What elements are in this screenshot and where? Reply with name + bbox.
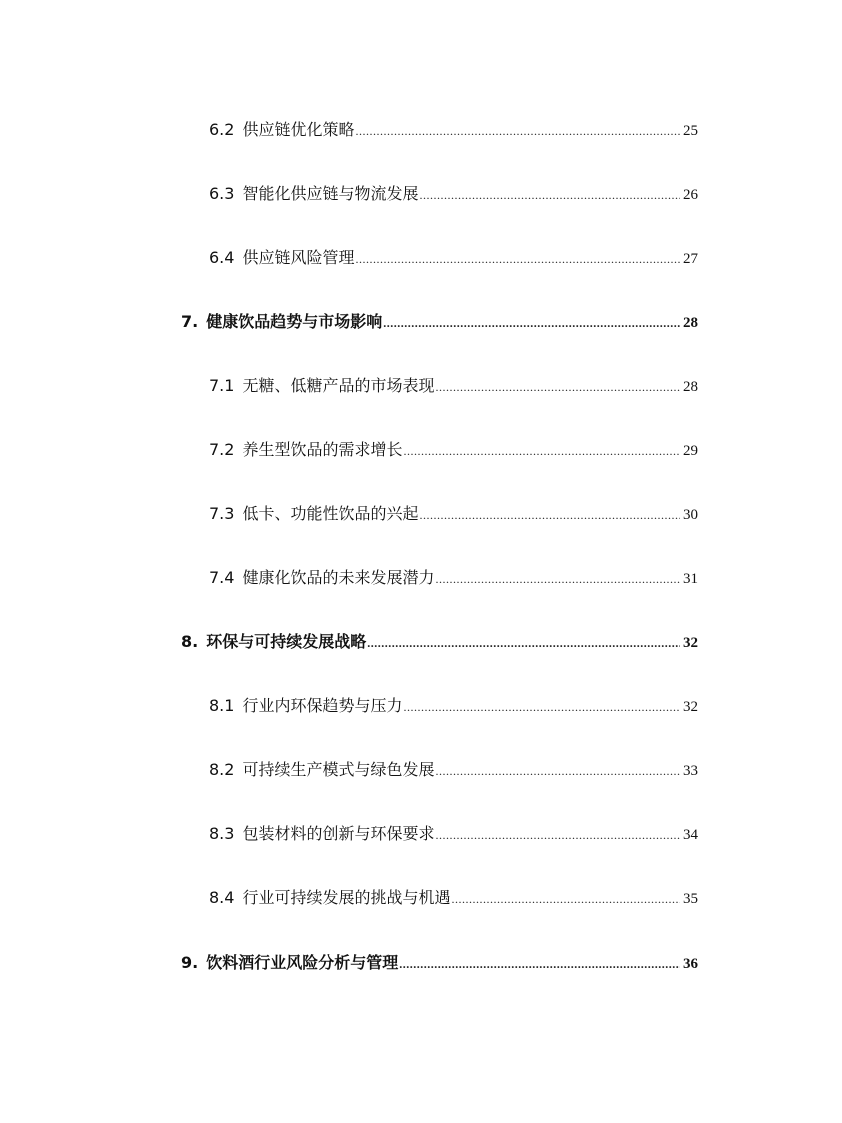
toc-entry-6-2[interactable]: [209, 118, 698, 142]
toc-entry-number: 6.2: [209, 120, 235, 139]
toc-entry-7-2[interactable]: [209, 438, 698, 462]
toc-entry-title: 健康饮品趋势与市场影响: [206, 312, 383, 331]
toc-entry-title: 供应链优化策略: [242, 120, 355, 139]
toc-dot-leader: [435, 759, 680, 783]
toc-entry-page: 36: [683, 956, 698, 972]
toc-entry-8-1[interactable]: [209, 694, 698, 718]
toc-entry-page: 29: [683, 443, 698, 459]
toc-entry-title: 低卡、功能性饮品的兴起: [242, 504, 419, 523]
toc-dot-leader: [399, 952, 680, 976]
toc-entry-7-4[interactable]: [209, 566, 698, 590]
toc-entry-number: 8.4: [209, 888, 235, 907]
toc-dot-leader: [403, 695, 680, 719]
toc-entry-number: 7.: [181, 312, 199, 331]
toc-entry-number: 6.3: [209, 184, 235, 203]
toc-dot-leader: [355, 119, 680, 143]
toc-dot-leader: [435, 567, 680, 591]
toc-entry-number: 8.: [181, 632, 199, 651]
toc-entry-title: 环保与可持续发展战略: [206, 632, 367, 651]
toc-dot-leader: [383, 311, 680, 335]
toc-entry-number: 8.2: [209, 760, 235, 779]
toc-entry-number: 7.2: [209, 440, 235, 459]
toc-entry-page: 33: [683, 763, 698, 779]
toc-entry-7-3[interactable]: [209, 502, 698, 526]
toc-dot-leader: [367, 631, 680, 655]
toc-entry-8[interactable]: [181, 630, 698, 654]
toc-entry-page: 28: [683, 379, 698, 395]
toc-entry-page: 26: [683, 187, 698, 203]
toc-entry-title: 无糖、低糖产品的市场表现: [242, 376, 435, 395]
toc-entry-title: 养生型饮品的需求增长: [242, 440, 403, 459]
toc-entry-page: 28: [683, 315, 698, 331]
toc-entry-page: 27: [683, 251, 698, 267]
toc-entry-9[interactable]: [181, 951, 698, 975]
toc-entry-number: 7.4: [209, 568, 235, 587]
toc-entry-8-2[interactable]: [209, 758, 698, 782]
toc-dot-leader: [435, 823, 680, 847]
toc-entry-7-1[interactable]: [209, 374, 698, 398]
toc-entry-title: 智能化供应链与物流发展: [242, 184, 419, 203]
toc-entry-number: 8.1: [209, 696, 235, 715]
toc-entry-title: 行业内环保趋势与压力: [242, 696, 403, 715]
toc-entry-number: 7.1: [209, 376, 235, 395]
toc-entry-title: 行业可持续发展的挑战与机遇: [242, 888, 451, 907]
toc-entry-8-3[interactable]: [209, 822, 698, 846]
toc-entry-number: 9.: [181, 953, 199, 972]
toc-entry-page: 25: [683, 123, 698, 139]
toc-entry-page: 35: [683, 891, 698, 907]
toc-dot-leader: [435, 375, 680, 399]
toc-entry-8-4[interactable]: [209, 886, 698, 910]
toc-entry-7[interactable]: [181, 310, 698, 334]
toc-entry-title: 供应链风险管理: [242, 248, 355, 267]
toc-entry-6-3[interactable]: [209, 182, 698, 206]
toc-dot-leader: [419, 503, 680, 527]
toc-entry-title: 饮料酒行业风险分析与管理: [206, 953, 399, 972]
toc-entry-title: 健康化饮品的未来发展潜力: [242, 568, 435, 587]
toc-entry-title: 包装材料的创新与环保要求: [242, 824, 435, 843]
toc-entry-page: 31: [683, 571, 698, 587]
toc-entry-number: 6.4: [209, 248, 235, 267]
toc-entry-page: 34: [683, 827, 698, 843]
toc-entry-number: 8.3: [209, 824, 235, 843]
toc-dot-leader: [419, 183, 680, 207]
toc-entry-title: 可持续生产模式与绿色发展: [242, 760, 435, 779]
toc-entry-page: 32: [683, 635, 698, 651]
toc-dot-leader: [403, 439, 680, 463]
toc-entry-number: 7.3: [209, 504, 235, 523]
toc-entry-page: 32: [683, 699, 698, 715]
toc-entry-6-4[interactable]: [209, 246, 698, 270]
toc-dot-leader: [451, 887, 680, 911]
toc-entry-page: 30: [683, 507, 698, 523]
toc-dot-leader: [355, 247, 680, 271]
